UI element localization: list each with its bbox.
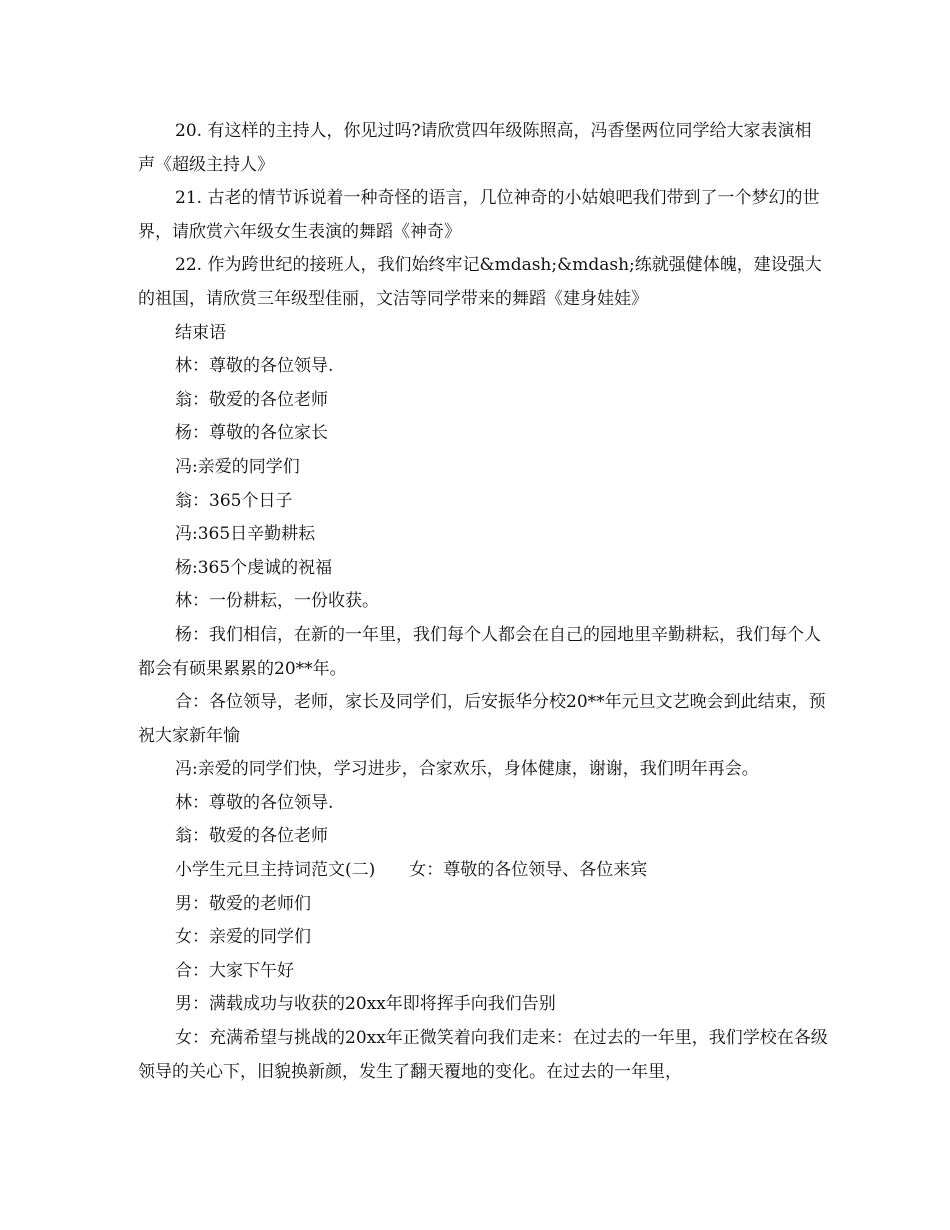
dialogue-line: 杨：尊敬的各位家长 xyxy=(175,423,328,444)
dialogue-line: 翁：365个日子 xyxy=(175,490,293,511)
dialogue-line: 林：尊敬的各位领导. xyxy=(175,792,334,813)
dialogue-line: 林：尊敬的各位领导. xyxy=(175,356,334,377)
dialogue-line: 男：满载成功与收获的20xx年即将挥手向我们告别 xyxy=(175,994,556,1015)
dialogue-line: 合：各位领导，老师，家长及同学们，后安振华分校20**年元旦文艺晚会到此结束，预祝大家新年愉 xyxy=(138,692,826,746)
dialogue-line: 杨：我们相信，在新的一年里，我们每个人都会在自己的园地里辛勤耕耘，我们每个人都会有硕果累累的20**年。 xyxy=(138,624,821,679)
document-body xyxy=(138,115,828,1089)
dialogue-line: 冯:365日辛勤耕耘 xyxy=(175,524,316,545)
paragraph-item-22: 22. 作为跨世纪的接班人，我们始终牢记&mdash;&mdash;练就强健体魄，建设强大的祖国，请欣赏三年级型佳丽，文洁等同学带来的舞蹈《建身娃娃》 xyxy=(138,255,822,309)
dialogue-line: 冯:亲爱的同学们 xyxy=(175,456,300,477)
dialogue-line: 冯:亲爱的同学们快，学习进步，合家欢乐，身体健康，谢谢，我们明年再会。 xyxy=(175,759,759,780)
paragraph-item-20: 20. 有这样的主持人，你见过吗?请欣赏四年级陈照高，冯香堡两位同学给大家表演相声《超级主持人》 xyxy=(138,121,812,175)
dialogue-line: 杨:365个虔诚的祝福 xyxy=(175,557,333,578)
dialogue-line: 女：亲爱的同学们 xyxy=(175,927,311,948)
dialogue-line: 合：大家下午好 xyxy=(175,960,294,981)
dialogue-line: 男：敬爱的老师们 xyxy=(175,893,311,914)
dialogue-line: 女：充满希望与挑战的20xx年正微笑着向我们走来：在过去的一年里，我们学校在各级领导的关心下，旧貌换新颜，发生了翻天覆地的变化。在过去的一年里， xyxy=(138,1028,828,1082)
section-heading-sample-two: 小学生元旦主持词范文(二) 女：尊敬的各位领导、各位来宾 xyxy=(175,860,648,881)
section-heading-closing: 结束语 xyxy=(175,322,226,343)
paragraph-item-21: 21. 古老的情节诉说着一种奇怪的语言，几位神奇的小姑娘吧我们带到了一个梦幻的世界，请欣赏六年级女生表演的舞蹈《神奇》 xyxy=(138,188,820,242)
dialogue-line: 翁：敬爱的各位老师 xyxy=(175,826,328,847)
dialogue-line: 林：一份耕耘，一份收获。 xyxy=(175,591,379,612)
dialogue-line: 翁：敬爱的各位老师 xyxy=(175,389,328,410)
